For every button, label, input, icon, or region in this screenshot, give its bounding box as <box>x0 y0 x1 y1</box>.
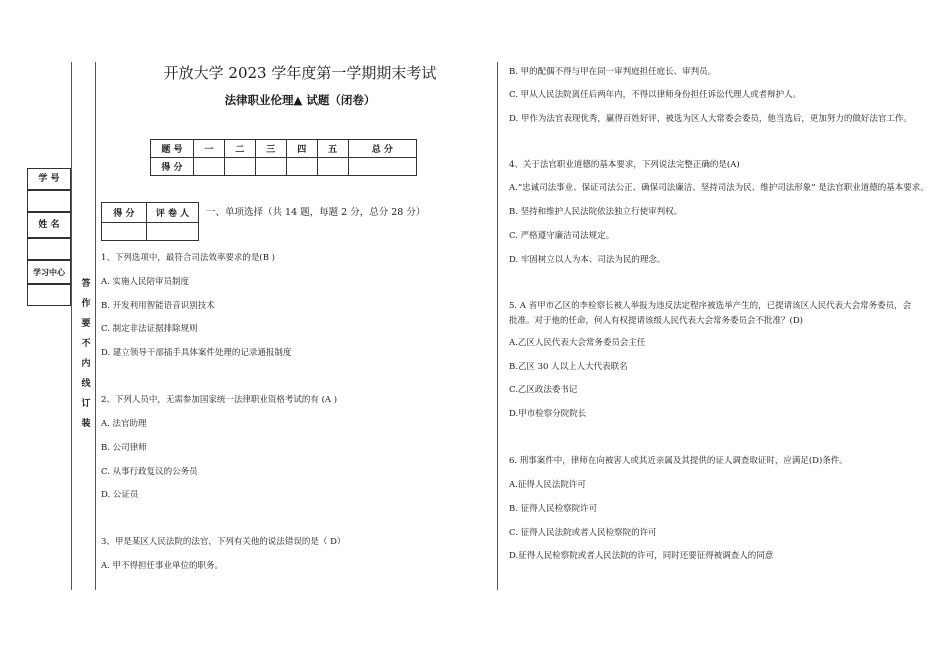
option: A.征得人民法院许可 <box>509 480 586 490</box>
question-2-stem: 2、下列人员中，无需参加国家统一法律职业资格考试的有 (A ) <box>101 395 338 405</box>
score-input-cell[interactable] <box>224 158 255 176</box>
score-input-cell[interactable] <box>255 158 286 176</box>
grader-input-score[interactable] <box>102 223 147 241</box>
side-field-name[interactable] <box>27 238 71 260</box>
option: B. 开发利用智能语音识别技术 <box>101 301 215 311</box>
score-header-cell: 二 <box>224 140 255 158</box>
option: C. 征得人民法院或者人民检察院的许可 <box>509 528 657 538</box>
seal-char: 线 <box>81 379 91 389</box>
option: B. 征得人民检察院许可 <box>509 504 598 514</box>
grader-header-grader: 评 卷 人 <box>147 203 199 223</box>
option: B. 公司律师 <box>101 443 147 453</box>
option: C. 甲从人民法院离任后两年内，不得以律师身份担任诉讼代理人或者辩护人。 <box>509 90 802 100</box>
score-row-label: 得 分 <box>151 158 194 176</box>
score-input-cell[interactable] <box>317 158 348 176</box>
score-header-cell: 三 <box>255 140 286 158</box>
option: C. 严格遵守廉洁司法规定。 <box>509 231 615 241</box>
seal-char: 装 <box>81 419 91 429</box>
section-heading: 一、单项选择（共 14 题，每题 2 分，总分 28 分） <box>206 207 426 218</box>
score-header-cell: 题 号 <box>151 140 194 158</box>
grader-header-score: 得 分 <box>102 203 147 223</box>
score-input-cell[interactable] <box>194 158 225 176</box>
score-header-cell: 五 <box>317 140 348 158</box>
option: C.乙区政法委书记 <box>509 385 578 395</box>
score-header-cell: 一 <box>194 140 225 158</box>
option: B. 甲的配偶不得与甲在同一审判庭担任庭长、审判员。 <box>509 67 717 77</box>
option: A.乙区人民代表大会常务委员会主任 <box>509 338 646 348</box>
option: A. 甲不得担任事业单位的职务。 <box>101 561 224 571</box>
exam-subtitle: 法律职业伦理▲ 试题（闭卷） <box>224 93 376 107</box>
seal-char: 作 <box>81 299 91 309</box>
side-label-study-center: 学习中心 <box>27 260 71 284</box>
seal-char: 订 <box>81 399 91 409</box>
score-header-cell: 四 <box>286 140 317 158</box>
side-label-student-id: 学 号 <box>27 168 71 190</box>
option: D. 甲作为法官表现优秀，赢得百姓好评，被选为区人大常委会委员，他当选后，更加努力的做好法官工作。 <box>509 114 912 124</box>
side-field-study-center[interactable] <box>27 284 71 306</box>
binding-line-inner <box>95 62 96 590</box>
binding-line-outer <box>71 62 72 590</box>
option: B.乙区 30 人以上人大代表联名 <box>509 362 628 372</box>
option: D. 建立领导干部插手具体案件处理的记录通报制度 <box>101 348 292 358</box>
grader-table <box>101 202 199 241</box>
score-header-cell: 总 分 <box>348 140 416 158</box>
seal-char: 不 <box>81 339 91 349</box>
score-input-cell[interactable] <box>348 158 416 176</box>
option: C. 制定非法证据排除规则 <box>101 324 198 334</box>
grader-input-grader[interactable] <box>147 223 199 241</box>
page-title: 开放大学 2023 学年度第一学期期末考试 <box>163 64 437 82</box>
question-5-stem: 5. A 省甲市乙区的李检察长被人举报为违反法定程序被选举产生的，已提请该区人民代表大会常务委员，会批准。对于他的任命，何人有权提请该级人民代表大会常务委员会不批准？(D) <box>509 301 912 326</box>
side-label-name: 姓 名 <box>27 212 71 238</box>
seal-char: 要 <box>81 319 91 329</box>
option: C. 从事行政复议的公务员 <box>101 467 198 477</box>
question-1-stem: 1、下列选项中，最符合司法效率要求的是(B ) <box>101 253 275 263</box>
page-divider <box>497 62 498 590</box>
question-4-stem: 4、关于法官职业道德的基本要求，下列说法完整正确的是(A) <box>509 160 740 170</box>
score-input-cell[interactable] <box>286 158 317 176</box>
option: A. 实施人民陪审员制度 <box>101 277 190 287</box>
score-table <box>150 139 417 176</box>
option: D.征得人民检察院或者人民法院的许可，同时还要征得被调查人的同意 <box>509 551 774 561</box>
option: A.“忠诚司法事业、保证司法公正、确保司法廉洁、坚持司法为民、维护司法形象” 是法官职业道德的基本要求。 <box>509 183 929 193</box>
question-6-stem: 6. 刑事案件中，律师在向被害人或其近亲属及其提供的证人调查取证时，应满足(D)条件。 <box>509 456 848 466</box>
seal-char: 答 <box>81 279 91 289</box>
option: D. 牢固树立以人为本、司法为民的理念。 <box>509 255 666 265</box>
seal-char: 内 <box>81 359 91 369</box>
side-field-student-id[interactable] <box>27 190 71 212</box>
option: D. 公证员 <box>101 490 139 500</box>
option: B. 坚持和维护人民法院依法独立行使审判权。 <box>509 207 683 217</box>
question-3-stem: 3、甲是某区人民法院的法官，下列有关他的说法错误的是（ D） <box>101 537 346 547</box>
option: D.甲市检察分院院长 <box>509 409 587 419</box>
option: A. 法官助理 <box>101 419 147 429</box>
